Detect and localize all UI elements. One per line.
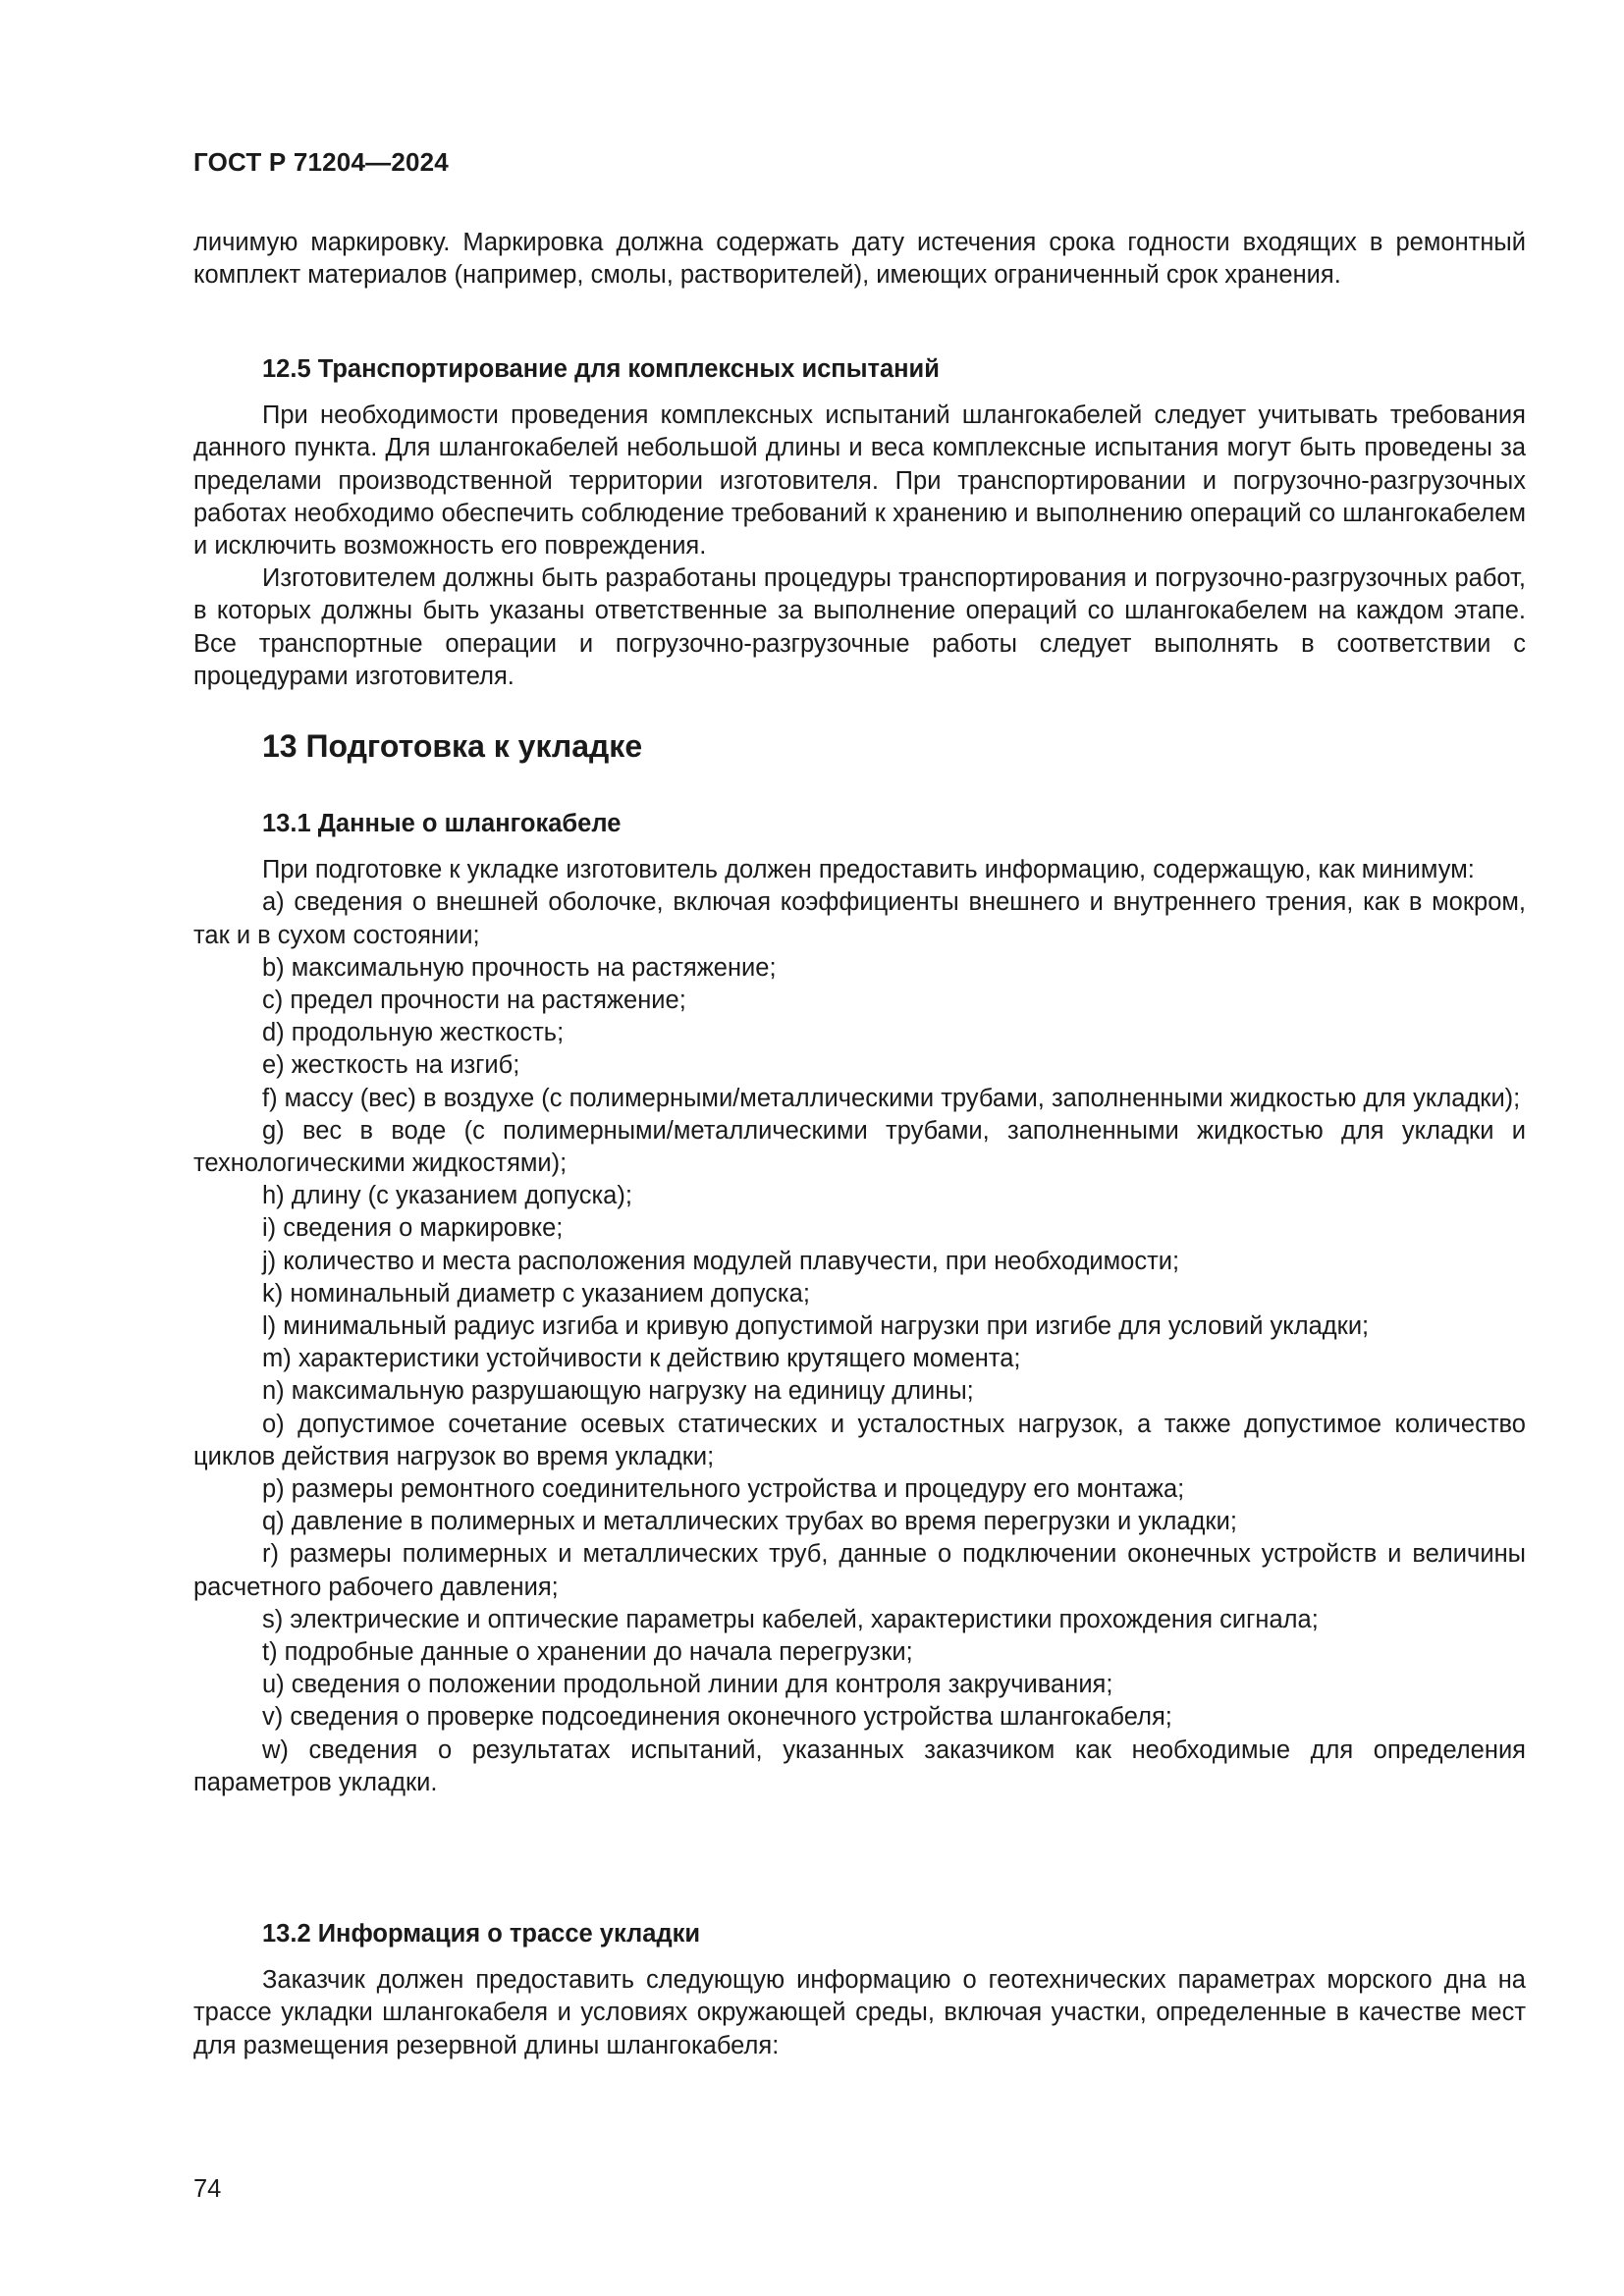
section-13-2 xyxy=(193,1918,1526,2062)
section-13-1 xyxy=(193,808,1526,1799)
list-item: e) жесткость на изгиб; xyxy=(262,1051,520,1080)
subsection-title: 13.2 Информация о трассе укладки xyxy=(262,1920,701,1948)
list-item: v) сведения о проверке подсоединения оконечного устройства шлангокабеля; xyxy=(262,1703,1172,1732)
list-item: o) допустимое сочетание осевых статических и усталостных нагрузок, а также допустимое количество циклов действия нагрузок во время укладки; xyxy=(193,1410,1526,1470)
subsection-title: 12.5 Транспортирование для комплексных испытаний xyxy=(262,355,940,383)
list-item: c) предел прочности на растяжение; xyxy=(262,987,686,1015)
page-number: 74 xyxy=(193,2175,222,2203)
requirements-list xyxy=(193,886,1526,1799)
intro-block xyxy=(193,227,1526,292)
section-12-5 xyxy=(193,353,1526,693)
list-item: d) продольную жесткость; xyxy=(262,1019,565,1047)
paragraph: Заказчик должен предоставить следующую информацию о геотехнических параметрах морского дна на трассе укладки шлангокабеля и условиях окружающей среды, включая участки, определенные в качестве мест для размещения резервной длины шлангокабеля: xyxy=(193,1966,1526,2059)
subsection-title: 13.1 Данные о шлангокабеле xyxy=(262,810,622,837)
section-title: 13 Подготовка к укладке xyxy=(262,728,643,764)
list-item: w) сведения о результатах испытаний, указанных заказчиком как необходимые для определения параметров укладки. xyxy=(193,1735,1526,1796)
list-item: h) длину (с указанием допуска); xyxy=(262,1182,632,1210)
list-item: m) характеристики устойчивости к действию крутящего момента; xyxy=(262,1345,1021,1373)
list-item: g) вес в воде (с полимерными/металлическими трубами, заполненными жидкостью для укладки и технологическими жидкостями); xyxy=(193,1116,1526,1178)
paragraph: Изготовителем должны быть разработаны процедуры транспортирования и погрузочно-разгрузочных работ, в которых должны быть указаны ответственные за выполнение операций со шлангокабелем на каждом этапе. Все транспортные операции и погрузочно-разгрузочные работы следует выполнять в соответствии с процедурами изготовителя. xyxy=(193,564,1526,690)
list-item: u) сведения о положении продольной линии для контроля закручивания; xyxy=(262,1671,1113,1699)
list-item: s) электрические и оптические параметры кабелей, характеристики прохождения сигнала; xyxy=(262,1605,1319,1633)
list-item: t) подробные данные о хранении до начала перегрузки; xyxy=(262,1638,913,1667)
list-item: q) давление в полимерных и металлических трубах во время перегрузки и укладки; xyxy=(262,1508,1237,1536)
paragraph: При необходимости проведения комплексных испытаний шлангокабелей следует учитывать требования данного пункта. Для шлангокабелей небольшой длины и веса комплексные испытания могут быть проведены за пределами производственной территории изготовителя. При транспортировании и погрузочно-разгрузочных работах необходимо обеспечить соблюдение требований к хранению и выполнению операций со шлангокабелем и исключить возможность его повреждения. xyxy=(193,401,1526,561)
list-item: l) минимальный радиус изгиба и кривую допустимой нагрузки при изгибе для условий укладки; xyxy=(262,1312,1370,1341)
list-item: a) сведения о внешней оболочке, включая коэффициенты внешнего и внутреннего трения, как в мокром, так и в сухом состоянии; xyxy=(193,888,1526,949)
list-item: n) максимальную разрушающую нагрузку на единицу длины; xyxy=(262,1377,974,1406)
list-item: r) размеры полимерных и металлических труб, данные о подключении оконечных устройств и величины расчетного рабочего давления; xyxy=(193,1540,1526,1601)
paragraph: личимую маркировку. Маркировка должна содержать дату истечения срока годности входящих в ремонтный комплект материалов (например, смолы, растворителей), имеющих ограниченный срок хранения. xyxy=(193,229,1526,290)
list-item: k) номинальный диаметр с указанием допуска; xyxy=(262,1279,810,1308)
list-item: p) размеры ремонтного соединительного устройства и процедуру его монтажа; xyxy=(262,1475,1185,1504)
list-item: i) сведения о маркировке; xyxy=(262,1214,564,1243)
list-item: b) максимальную прочность на растяжение; xyxy=(262,953,777,982)
list-item: j) количество и места расположения модулей плавучести, при необходимости; xyxy=(262,1247,1180,1275)
list-item: f) массу (вес) в воздухе (с полимерными/металлическими трубами, заполненными жидкостью для укладки); xyxy=(262,1084,1521,1112)
document-header: ГОСТ Р 71204—2024 xyxy=(193,147,449,177)
paragraph: При подготовке к укладке изготовитель должен предоставить информацию, содержащую, как минимум: xyxy=(262,856,1475,884)
